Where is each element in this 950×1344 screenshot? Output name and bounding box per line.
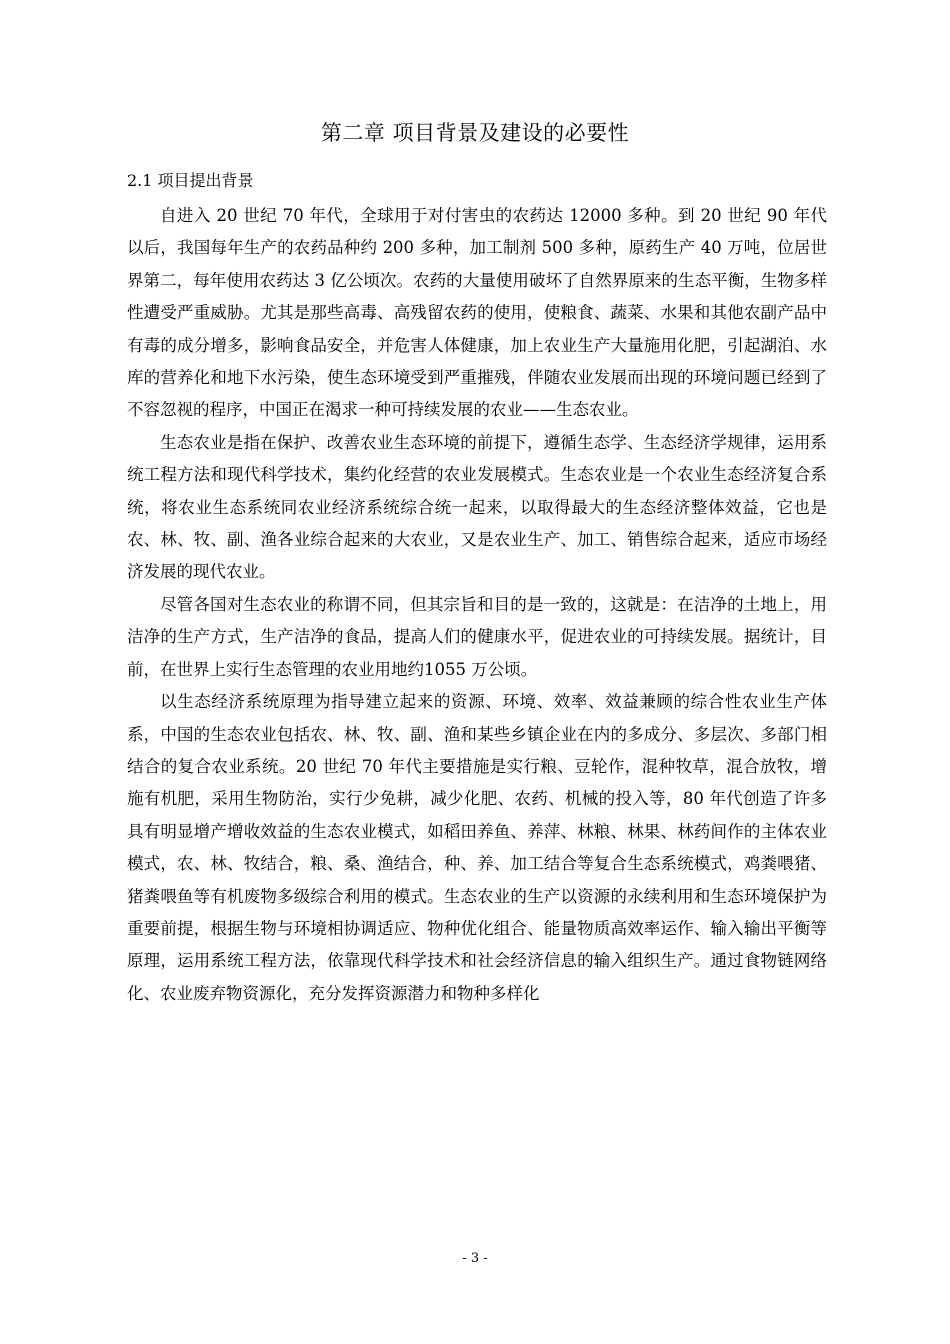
section-heading: 2.1 项目提出背景: [127, 171, 254, 190]
page-number: - 3 -: [462, 1251, 488, 1266]
paragraph-2: 生态农业是指在保护、改善农业生态环境的前提下，遵循生态学、生态经济学规律，运用系统工程方法和现代科学技术，集约化经营的农业发展模式。生态农业是一个农业生态经济复合系统，将农业生态系统同农业经济系统综合统一起来，以取得最大的生态经济整体效益，它也是农、林、牧、副、渔各业综合起来的大农业，又是农业生产、加工、销售综合起来，适应市场经济发展的现代农业。: [127, 432, 827, 582]
body-text: [127, 200, 827, 1010]
paragraph-3: 尽管各国对生态农业的称谓不同，但其宗旨和目的是一致的，这就是：在洁净的土地上，用洁净的生产方式，生产洁净的食品，提高人们的健康水平，促进农业的可持续发展。据统计，目前，在世界上实行生态管理的农业用地约1055 万公顷。: [127, 594, 827, 679]
chapter-title: 第二章 项目背景及建设的必要性: [320, 121, 630, 145]
paragraph-4: 以生态经济系统原理为指导建立起来的资源、环境、效率、效益兼顾的综合性农业生产体系，中国的生态农业包括农、林、牧、副、渔和某些乡镇企业在内的多成分、多层次、多部门相结合的复合农业系统。20 世纪 70 年代主要措施是实行粮、豆轮作，混种牧草，混合放牧，增施有机肥，采用生物防治，实行少免耕，减少化肥、农药、机械的投入等，80 年代创造了许多具有明显增产增收效益的生态农业模式，如稻田养鱼、养萍、林粮、林果、林药间作的主体农业模式，农、林、牧结合，粮、桑、渔结合，种、养、加工结合等复合生态系统模式，鸡粪喂猪、猪粪喂鱼等有机废物多级综合利用的模式。生态农业的生产以资源的永续利用和生态环境保护为重要前提，根据生物与环境相协调适应、物种优化组合、能量物质高效率运作、输入输出平衡等原理，运用系统工程方法，依靠现代科学技术和社会经济信息的输入组织生产。通过食物链网络化、农业废弃物资源化，充分发挥资源潜力和物种多样化: [127, 692, 827, 1003]
paragraph-1: 自进入 20 世纪 70 年代，全球用于对付害虫的农药达 12000 多种。到 20 世纪 90 年代以后，我国每年生产的农药品种约 200 多种，加工制剂 500 多种，原药生产 40 万吨，位居世界第二，每年使用农药达 3 亿公顷次。农药的大量使用破坏了自然界原来的生态平衡，生物多样性遭受严重威胁。尤其是那些高毒、高残留农药的使用，使粮食、蔬菜、水果和其他农副产品中有毒的成分增多，影响食品安全，并危害人体健康，加上农业生产大量施用化肥，引起湖泊、水库的营养化和地下水污染，使生态环境受到严重摧残，伴随农业发展而出现的环境问题已经到了不容忽视的程序，中国正在渴求一种可持续发展的农业——生态农业。: [127, 206, 827, 420]
